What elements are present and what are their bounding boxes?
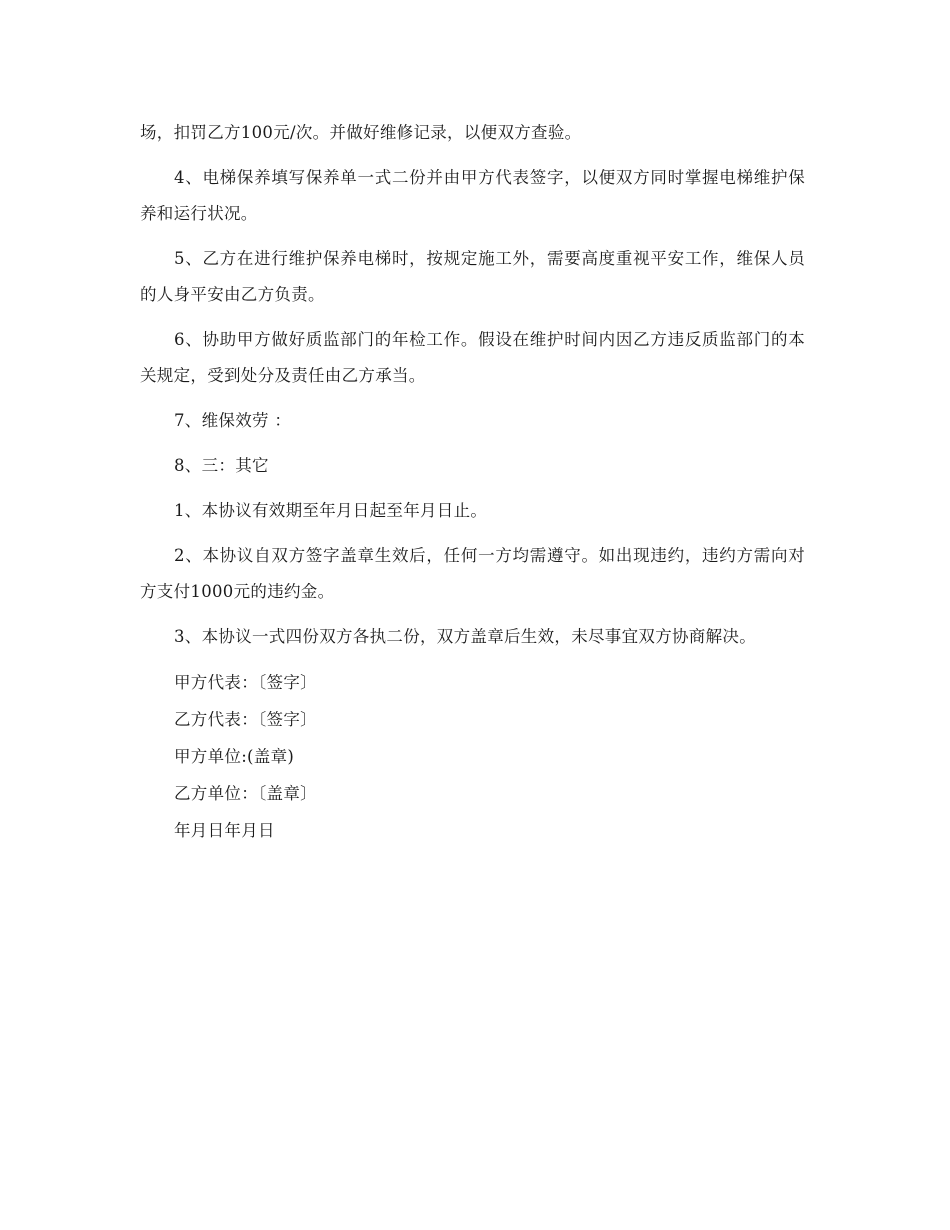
signature-block <box>140 664 805 849</box>
paragraph-other-3: 3、本协议一式四份双方各执二份，双方盖章后生效，未尽事宜双方协商解决。 <box>174 627 756 646</box>
party-a-representative: 甲方代表：〔签字〕 <box>174 673 317 692</box>
paragraph-clause-4: 4、电梯保养填写保养单一式二份并由甲方代表签字，以便双方同时掌握电梯维护保养和运行状况。 <box>140 168 805 223</box>
paragraph-clause-8: 8、三：其它 <box>174 456 269 475</box>
party-b-representative: 乙方代表：〔签字〕 <box>174 710 317 729</box>
party-a-unit: 甲方单位:(盖章) <box>174 747 295 766</box>
paragraph-other-1: 1、本协议有效期至年月日起至年月日止。 <box>174 501 488 520</box>
paragraph-clause-5: 5、乙方在进行维护保养电梯时，按规定施工外，需要高度重视平安工作，维保人员的人身平安由乙方负责。 <box>140 249 805 304</box>
party-b-unit: 乙方单位：〔盖章〕 <box>174 784 317 803</box>
paragraph-other-2: 2、本协议自双方签字盖章生效后，任何一方均需遵守。如出现违约，违约方需向对方支付1000元的违约金。 <box>140 546 805 601</box>
signature-dates: 年月日年月日 <box>174 821 275 840</box>
contract-body <box>140 115 805 849</box>
paragraph-continuation: 场，扣罚乙方100元/次。并做好维修记录，以便双方查验。 <box>140 123 582 142</box>
paragraph-clause-7: 7、维保效劳 ： <box>174 411 292 430</box>
paragraph-clause-6: 6、协助甲方做好质监部门的年检工作。假设在维护时间内因乙方违反质监部门的本关规定，受到处分及责任由乙方承当。 <box>140 330 805 385</box>
